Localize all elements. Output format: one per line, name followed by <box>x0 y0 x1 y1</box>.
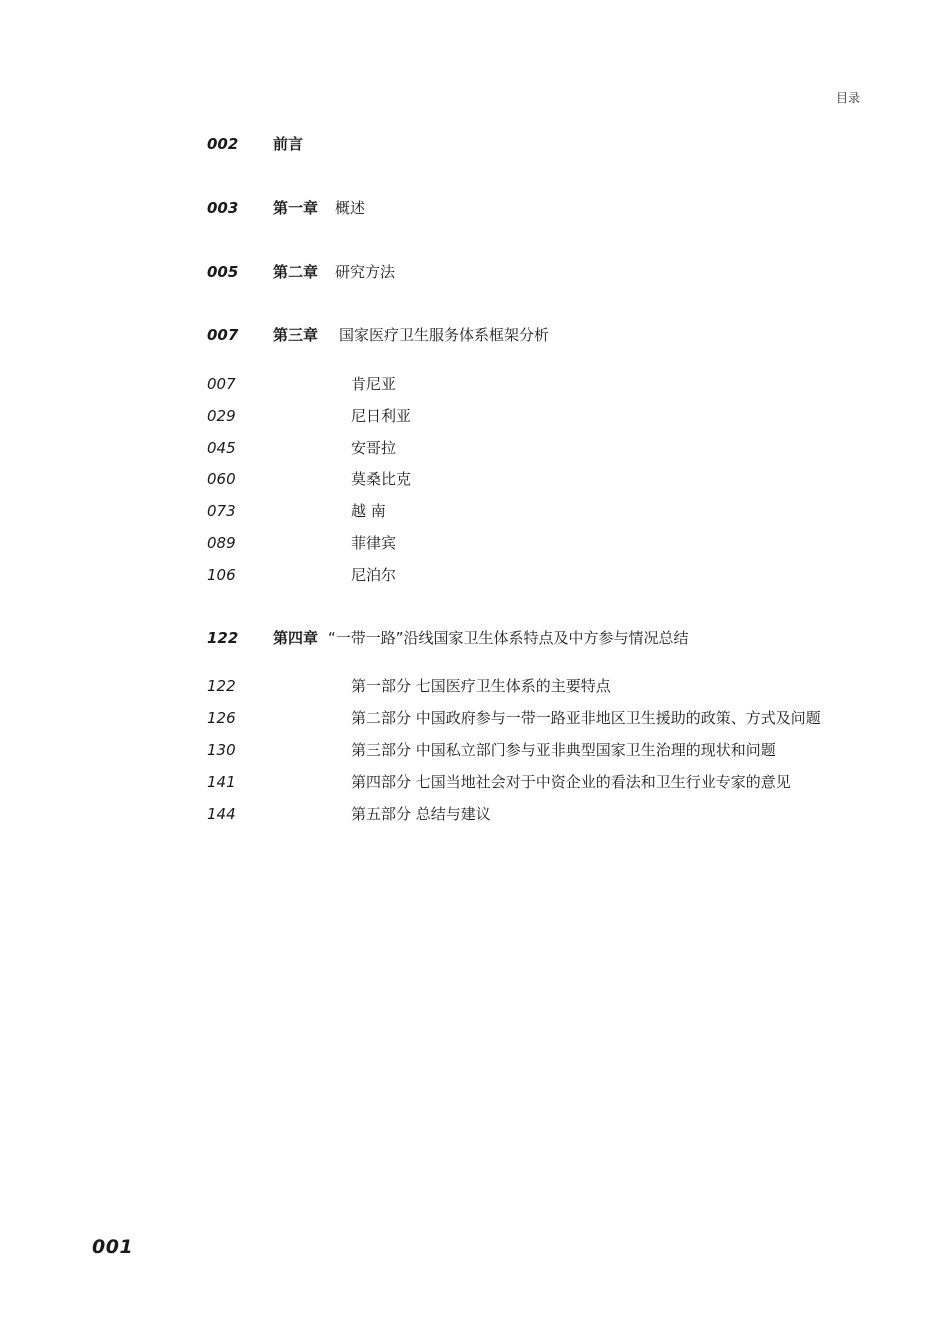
toc-subentry[interactable] <box>0 706 950 730</box>
toc-subtitle: 安哥拉 <box>351 439 397 457</box>
toc-subtitle: 第三部分 中国私立部门参与亚非典型国家卫生治理的现状和问题 <box>351 741 776 759</box>
toc-subentry[interactable] <box>0 499 950 523</box>
toc-title: 国家医疗卫生服务体系框架分析 <box>339 326 550 344</box>
toc-subentry[interactable] <box>0 563 950 587</box>
toc-subentry[interactable] <box>0 738 950 762</box>
toc-subentry[interactable] <box>0 531 950 555</box>
toc-subentry[interactable] <box>0 436 950 460</box>
toc-page-number: 089 <box>207 534 236 552</box>
toc-page-number: 106 <box>207 566 236 584</box>
toc-page-number: 144 <box>207 805 236 823</box>
toc-page-number: 122 <box>207 677 236 695</box>
toc-subentry[interactable] <box>0 770 950 794</box>
toc-subtitle: 肯尼亚 <box>351 375 397 393</box>
toc-subentry[interactable] <box>0 467 950 491</box>
toc-subtitle: 第一部分 七国医疗卫生体系的主要特点 <box>351 677 611 695</box>
toc-page-number: 141 <box>207 773 236 791</box>
toc-subentry[interactable] <box>0 404 950 428</box>
toc-subtitle: 莫桑比克 <box>351 470 412 488</box>
toc-subtitle: 第二部分 中国政府参与一带一路亚非地区卫生援助的政策、方式及问题 <box>351 709 821 727</box>
toc-entry-chapter-2[interactable] <box>0 260 950 284</box>
toc-title: 研究方法 <box>335 263 396 281</box>
toc-subtitle: 第四部分 七国当地社会对于中资企业的看法和卫生行业专家的意见 <box>351 773 791 791</box>
page-number: 001 <box>92 1236 134 1258</box>
toc-entry-chapter-3[interactable] <box>0 323 950 347</box>
toc-page-number: 073 <box>207 502 236 520</box>
toc-entry-chapter-1[interactable] <box>0 196 950 220</box>
toc-page-number: 007 <box>207 375 236 393</box>
toc-page-number: 060 <box>207 470 236 488</box>
toc-subtitle: 菲律宾 <box>351 534 397 552</box>
toc-title: 前言 <box>273 135 304 153</box>
toc-entry-preface[interactable] <box>0 132 950 156</box>
toc-title: 概述 <box>335 199 366 217</box>
toc-subentry[interactable] <box>0 674 950 698</box>
toc-page-number: 003 <box>207 199 239 217</box>
toc-title: “一带一路”沿线国家卫生体系特点及中方参与情况总结 <box>328 629 689 647</box>
toc-page-number: 045 <box>207 439 236 457</box>
toc-page-number: 002 <box>207 135 239 153</box>
toc-page-number: 007 <box>207 326 239 344</box>
toc-chapter-label: 第四章 <box>273 629 319 647</box>
running-header: 目录 <box>835 91 860 105</box>
toc-subtitle: 越 南 <box>351 502 386 520</box>
toc-page-number: 122 <box>207 629 239 647</box>
toc-chapter-label: 第一章 <box>273 199 319 217</box>
toc-subentry[interactable] <box>0 372 950 396</box>
toc-page-number: 130 <box>207 741 236 759</box>
toc-subentry[interactable] <box>0 802 950 826</box>
toc-page-number: 029 <box>207 407 236 425</box>
toc-subtitle: 尼泊尔 <box>351 566 397 584</box>
toc-chapter-label: 第二章 <box>273 263 319 281</box>
toc-page-number: 126 <box>207 709 236 727</box>
toc-subtitle: 尼日利亚 <box>351 407 412 425</box>
toc-subtitle: 第五部分 总结与建议 <box>351 805 491 823</box>
toc-entry-chapter-4[interactable] <box>0 626 950 650</box>
toc-page-number: 005 <box>207 263 239 281</box>
toc-chapter-label: 第三章 <box>273 326 319 344</box>
